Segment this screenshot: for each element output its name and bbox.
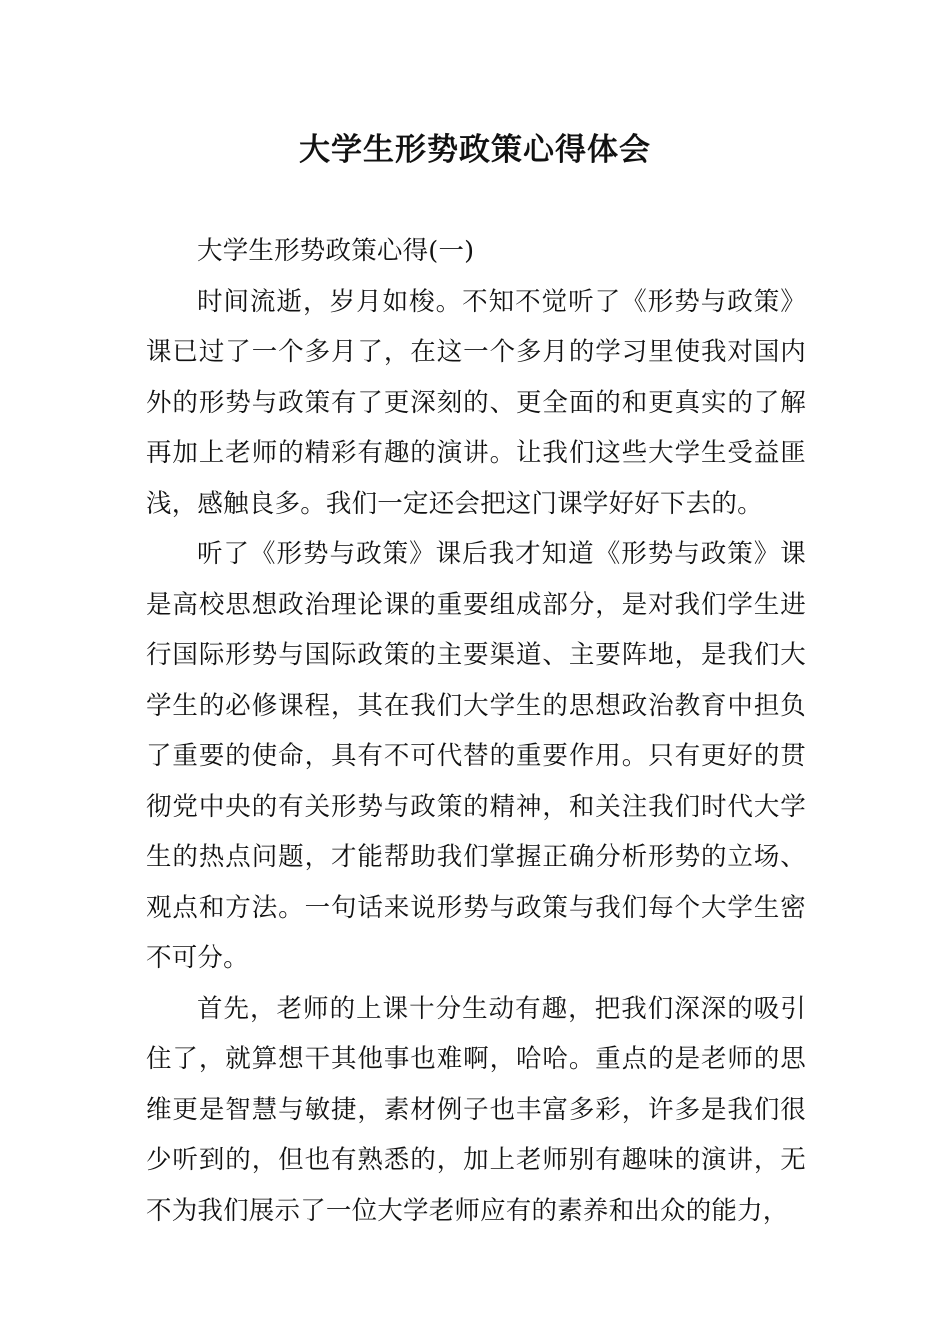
paragraph-1: 时间流逝，岁月如梭。不知不觉听了《形势与政策》课已过了一个多月了，在这一个多月的学习里使我对国内外的形势与政策有了更深刻的、更全面的和更真实的了解再加上老师的精彩有趣的演讲。让我们这些大学生受益匪浅，感触良多。我们一定还会把这门课学好好下去的。 — [146, 286, 806, 519]
paragraph-2: 听了《形势与政策》课后我才知道《形势与政策》课是高校思想政治理论课的重要组成部分，是对我们学生进行国际形势与国际政策的主要渠道、主要阵地，是我们大学生的必修课程，其在我们大学生的思想政治教育中担负了重要的使命，具有不可代替的重要作用。只有更好的贯彻党中央的有关形势与政策的精神，和关注我们时代大学生的热点问题，才能帮助我们掌握正确分析形势的立场、观点和方法。一句话来说形势与政策与我们每个大学生密不可分。 — [146, 539, 806, 973]
document-body — [146, 226, 806, 1236]
document-title: 大学生形势政策心得体会 — [299, 132, 651, 168]
section-heading: 大学生形势政策心得(一) — [197, 236, 475, 266]
paragraph-3: 首先，老师的上课十分生动有趣，把我们深深的吸引住了，就算想干其他事也难啊，哈哈。重点的是老师的思维更是智慧与敏捷，素材例子也丰富多彩，许多是我们很少听到的，但也有熟悉的，加上老师别有趣味的演讲，无不为我们展示了一位大学老师应有的素养和出众的能力， — [146, 993, 806, 1226]
